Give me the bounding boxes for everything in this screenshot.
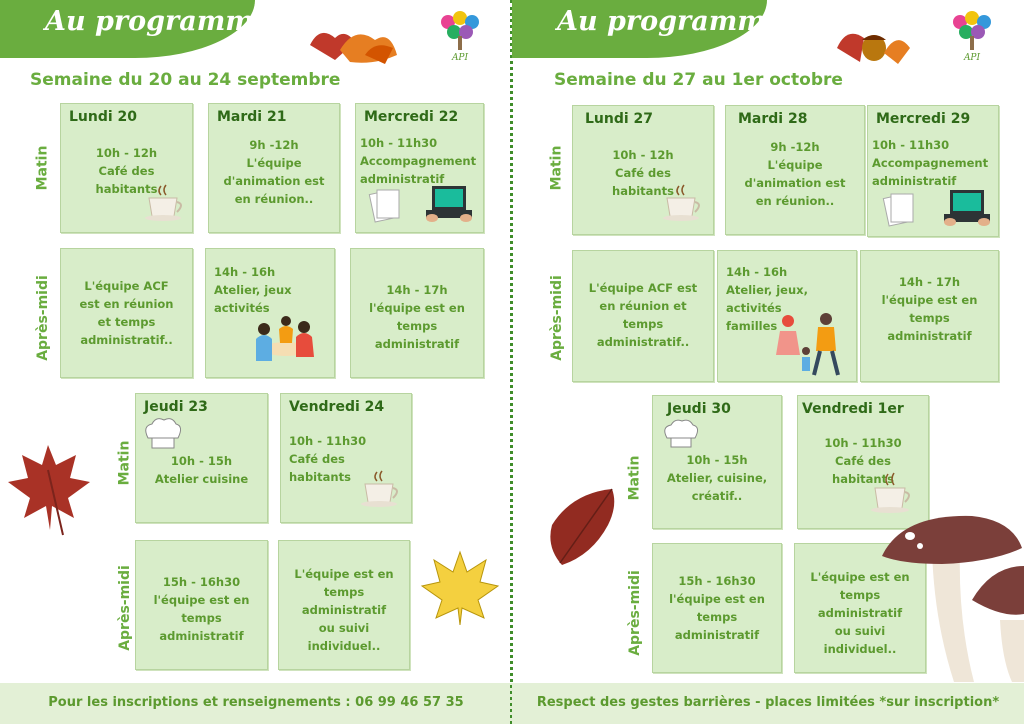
slot-text: 10h - 11h30 Café des habitants — [824, 436, 902, 486]
coffee-cup-icon — [659, 182, 707, 224]
chef-hat-icon — [661, 418, 701, 454]
slot-text: L'équipe est en temps administratif ou suivi individuel.. — [294, 567, 394, 653]
day-label: Mercredi 22 — [364, 109, 459, 125]
slot-text: 10h - 15h Atelier, cuisine, créatif.. — [666, 453, 768, 503]
row-label-afternoon: Après-midi — [34, 275, 51, 361]
footer-bar — [0, 683, 512, 724]
slot-text: 10h - 11h30 Accompagnement administratif — [360, 136, 477, 186]
slot-text: 10h - 12h Café des habitants — [612, 148, 674, 198]
slot-text: 14h - 17h l'équipe est en temps administratif — [369, 283, 465, 351]
slot-wednesday-afternoon — [350, 248, 484, 378]
notice-text: Respect des gestes barrières - places limitées *sur inscription* — [536, 695, 1000, 710]
slot-text: 14h - 17h l'équipe est en temps administratif — [881, 275, 978, 343]
autumn-leaves-icon — [305, 20, 400, 65]
papers-icon — [882, 190, 917, 228]
family-dance-icon — [774, 311, 846, 379]
slot-thursday-afternoon — [135, 540, 268, 670]
day-label: Lundi 20 — [69, 109, 138, 125]
slot-text: 10h - 11h30 Accompagnement administratif — [872, 138, 989, 188]
slot-text: L'équipe est en temps administratif ou suivi individuel.. — [810, 570, 910, 656]
row-label-morning: Matin — [34, 145, 51, 191]
coffee-cup-icon — [357, 468, 405, 510]
row-label-afternoon-2: Après-midi — [116, 565, 133, 651]
slot-text: L'équipe ACF est en réunion et temps administratif.. — [79, 279, 174, 347]
page-title: Au programme — [45, 6, 272, 37]
maple-leaf-icon — [542, 485, 622, 570]
mushroom-icon — [872, 510, 1024, 685]
schedule-week-2 — [512, 0, 1024, 724]
slot-text: 15h - 16h30 l'équipe est en temps administratif — [669, 574, 765, 642]
svg-text:API: API — [963, 53, 981, 63]
laptop-icon — [420, 184, 475, 226]
slot-tuesday-morning — [208, 103, 340, 233]
slot-thursday-morning — [135, 393, 268, 523]
slot-monday-morning — [60, 103, 193, 233]
slot-text: 10h - 15h Atelier cuisine — [154, 454, 249, 486]
slot-tuesday-morning — [725, 105, 865, 235]
day-label: Vendredi 1er — [802, 401, 904, 417]
people-crafts-icon — [246, 311, 326, 373]
slot-text: 10h - 12h Café des habitants — [95, 146, 158, 196]
day-label: Mercredi 29 — [876, 111, 971, 127]
slot-text: 15h - 16h30 l'équipe est en temps administratif — [153, 575, 250, 643]
row-label-afternoon: Après-midi — [548, 275, 565, 361]
week-heading: Semaine du 20 au 24 septembre — [30, 70, 341, 90]
svg-text:API: API — [451, 53, 469, 63]
slot-wednesday-afternoon — [860, 250, 999, 382]
organization-logo — [430, 8, 490, 68]
organization-logo — [942, 8, 1002, 68]
slot-friday-morning — [280, 393, 412, 523]
page-title: Au programme — [557, 6, 784, 37]
row-label-morning-2: Matin — [116, 440, 133, 486]
week-heading: Semaine du 27 au 1er octobre — [554, 70, 843, 90]
row-label-morning: Matin — [548, 145, 565, 191]
slot-text: 10h - 11h30 Café des habitants — [289, 434, 367, 484]
slot-wednesday-morning — [867, 105, 999, 237]
slot-text: 14h - 16h Atelier, jeux, activités familles — [726, 265, 808, 333]
day-label: Vendredi 24 — [289, 399, 385, 415]
slot-friday-afternoon — [278, 540, 410, 670]
day-label: Lundi 27 — [585, 111, 654, 127]
slot-text: L'équipe ACF est en réunion et temps administratif.. — [588, 281, 698, 349]
chef-hat-icon — [140, 416, 185, 456]
slot-monday-morning — [572, 105, 714, 235]
slot-monday-afternoon — [572, 250, 714, 382]
day-label: Mardi 21 — [217, 109, 287, 125]
slot-tuesday-afternoon — [205, 248, 335, 378]
slot-thursday-morning — [652, 395, 782, 529]
slot-thursday-afternoon — [652, 543, 782, 673]
slot-tuesday-afternoon — [717, 250, 857, 382]
papers-icon — [368, 186, 403, 224]
laptop-icon — [938, 188, 993, 230]
contact-info: Pour les inscriptions et renseignements : 06 99 46 57 35 — [48, 695, 464, 710]
maple-leaf-icon — [420, 550, 500, 625]
day-label: Jeudi 23 — [144, 399, 208, 415]
slot-text: 9h -12h L'équipe d'animation est en réunion.. — [223, 138, 325, 206]
slot-text: 9h -12h L'équipe d'animation est en réunion.. — [744, 140, 846, 208]
row-label-afternoon-2: Après-midi — [626, 570, 643, 656]
coffee-cup-icon — [141, 182, 189, 224]
day-label: Mardi 28 — [738, 111, 808, 127]
autumn-leaves-icon — [832, 18, 912, 66]
row-label-morning-2: Matin — [626, 455, 643, 501]
slot-monday-afternoon — [60, 248, 193, 378]
slot-text: 14h - 16h Atelier, jeux activités — [214, 265, 292, 315]
maple-leaf-icon — [8, 440, 93, 535]
footer-bar — [512, 683, 1024, 724]
day-label: Jeudi 30 — [667, 401, 731, 417]
slot-wednesday-morning — [355, 103, 484, 233]
